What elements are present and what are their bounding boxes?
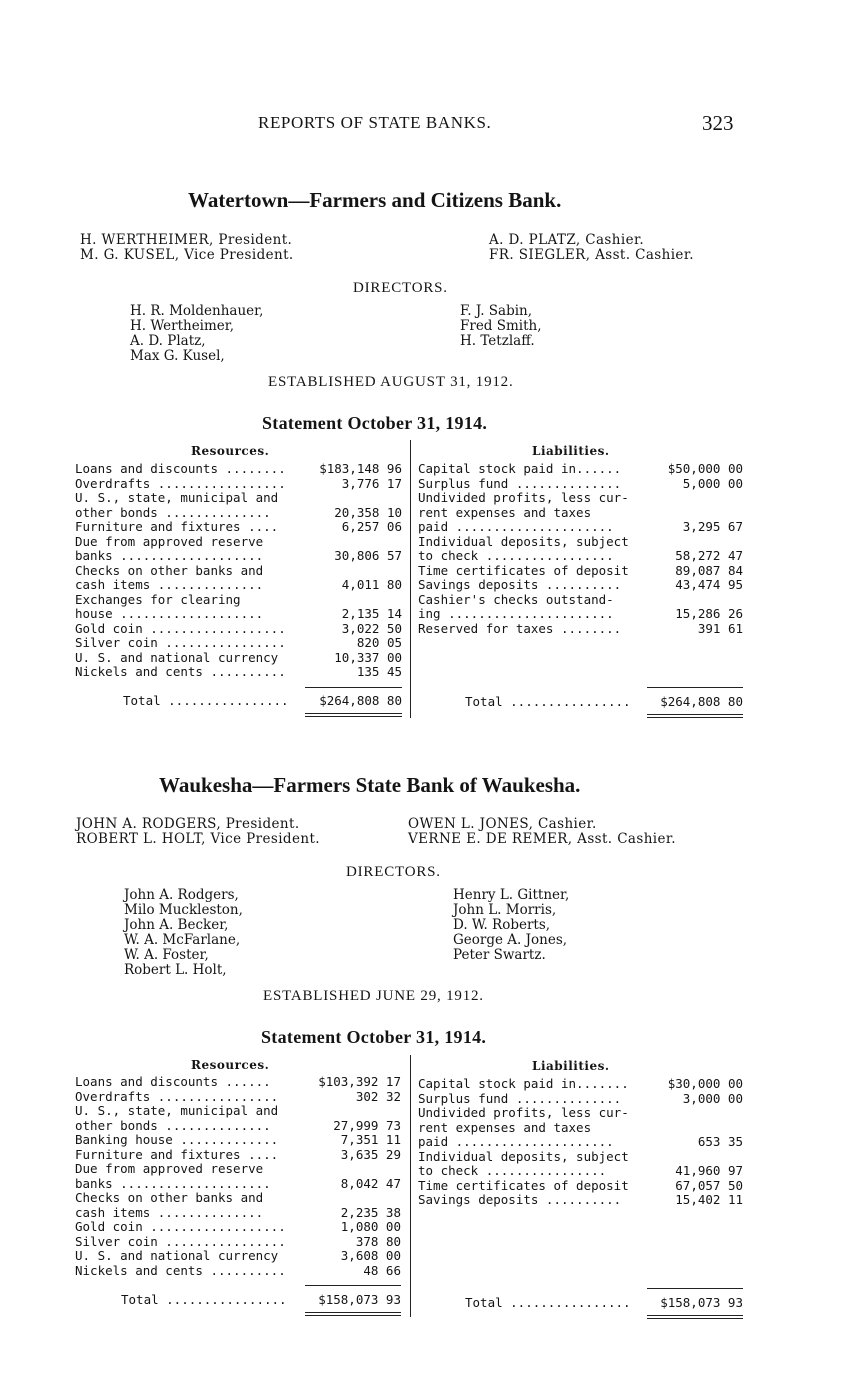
line-item: U. S., state, municipal and — [75, 1103, 279, 1118]
officers-left — [80, 233, 294, 263]
directors-right — [460, 304, 542, 349]
line-item: Furniture and fixtures .... 6,257 06 — [75, 519, 402, 534]
page-number: 323 — [702, 111, 734, 135]
resources-total: $264,808 80 — [319, 693, 402, 708]
line-item: U. S. and national currency 3,608 00 — [75, 1248, 401, 1263]
line-item: Exchanges for clearing — [75, 591, 241, 607]
officer: M. G. KUSEL, Vice President. — [80, 247, 294, 263]
directors-left — [130, 304, 263, 364]
total-rule — [647, 687, 743, 688]
officer: A. D. PLATZ, Cashier. — [489, 232, 645, 248]
line-item: other bonds .............. 20,358 10 — [75, 504, 402, 520]
liabilities-total: $264,808 80 — [660, 694, 743, 709]
line-item: Due from approved reserve — [75, 1161, 264, 1176]
double-rule — [305, 1312, 401, 1313]
resources-total-label: Total ................ — [123, 693, 289, 708]
double-rule — [647, 717, 743, 718]
liabilities-heading: Liabilities. — [532, 1059, 610, 1073]
director: D. W. Roberts, — [453, 917, 551, 933]
line-item: Savings deposits .......... 15,402 11 — [418, 1192, 743, 1207]
director: H. Tetzlaff. — [460, 333, 535, 349]
total-rule — [647, 1288, 743, 1289]
bank-title: Waukesha—Farmers State Bank of Waukesha. — [159, 773, 581, 797]
director: Fred Smith, — [460, 318, 542, 334]
director: George A. Jones, — [453, 932, 568, 948]
directors-left — [124, 888, 243, 978]
line-item: Nickels and cents .......... 48 66 — [75, 1262, 401, 1278]
line-item: Time certificates of deposit 67,057 50 — [418, 1177, 743, 1193]
double-rule — [305, 713, 402, 714]
double-rule — [647, 714, 743, 715]
line-item: Surplus fund .............. 5,000 00 — [418, 475, 743, 491]
line-item: Overdrafts ................. 3,776 17 — [75, 475, 402, 491]
line-item: Undivided profits, less cur- — [418, 490, 629, 505]
director: A. D. Platz, — [130, 333, 206, 349]
line-item: Savings deposits .......... 43,474 95 — [418, 577, 743, 592]
officer: VERNE E. DE REMER, Asst. Cashier. — [408, 831, 676, 847]
line-item: rent expenses and taxes — [418, 504, 592, 520]
director: John L. Morris, — [453, 902, 557, 918]
resources-list — [75, 1075, 401, 1278]
officers-right — [408, 817, 676, 847]
director: Max G. Kusel, — [130, 348, 225, 364]
resources-total-label: Total ................ — [121, 1292, 287, 1307]
line-item: Reserved for taxes ........ 391 61 — [418, 620, 743, 636]
line-item: Loans and discounts ........ $183,148 96 — [75, 461, 402, 476]
director: Robert L. Holt, — [124, 962, 227, 978]
officers-left — [76, 817, 320, 847]
line-item: Cashier's checks outstand- — [418, 591, 614, 607]
officer: ROBERT L. HOLT, Vice President. — [76, 831, 320, 847]
line-item: Undivided profits, less cur- — [418, 1105, 629, 1120]
officer: JOHN A. RODGERS, President. — [76, 816, 300, 832]
resources-heading: Resources. — [191, 1058, 270, 1072]
director: W. A. Foster, — [124, 947, 209, 963]
director: H. R. Moldenhauer, — [130, 303, 264, 319]
directors-right — [453, 888, 569, 963]
director: W. A. McFarlane, — [124, 932, 241, 948]
line-item: Time certificates of deposit 89,087 84 — [418, 562, 743, 578]
line-item: U. S. and national currency 10,337 00 — [75, 649, 402, 665]
liabilities-list — [418, 462, 743, 636]
statement-heading: Statement October 31, 1914. — [262, 413, 488, 433]
line-item: Gold coin .................. 3,022 50 — [75, 620, 402, 636]
officer: H. WERTHEIMER, President. — [80, 232, 293, 248]
director: John A. Becker, — [124, 917, 229, 933]
liabilities-total: $158,073 93 — [660, 1295, 743, 1310]
resources-heading: Resources. — [191, 444, 270, 458]
line-item: banks .................... 8,042 47 — [75, 1175, 401, 1191]
line-item: ing ...................... 15,286 26 — [418, 606, 743, 621]
line-item: Individual deposits, subject — [418, 533, 629, 549]
liabilities-list — [418, 1077, 743, 1208]
line-item: Checks on other banks and — [75, 562, 264, 578]
line-item: Checks on other banks and — [75, 1190, 264, 1205]
line-item: Overdrafts ................ 302 32 — [75, 1088, 401, 1104]
line-item: house ................... 2,135 14 — [75, 606, 402, 621]
line-item: Surplus fund .............. 3,000 00 — [418, 1090, 743, 1106]
line-item: Gold coin .................. 1,080 00 — [75, 1219, 401, 1234]
line-item: banks ................... 30,806 57 — [75, 548, 402, 563]
column-divider — [410, 440, 411, 718]
double-rule — [647, 1318, 743, 1319]
line-item: cash items .............. 4,011 80 — [75, 577, 402, 592]
liabilities-total-label: Total ................ — [465, 1295, 631, 1310]
director: Milo Muckleston, — [124, 902, 243, 918]
line-item: Capital stock paid in...... $50,000 00 — [418, 461, 743, 476]
bank-title: Watertown—Farmers and Citizens Bank. — [188, 188, 562, 212]
line-item: Loans and discounts ...... $103,392 17 — [75, 1074, 401, 1089]
line-item: Silver coin ................ 378 80 — [75, 1233, 401, 1249]
director: H. Wertheimer, — [130, 318, 235, 334]
line-item: Due from approved reserve — [75, 533, 264, 549]
liabilities-heading: Liabilities. — [532, 444, 610, 458]
line-item: paid ..................... 653 35 — [418, 1134, 743, 1149]
resources-total: $158,073 93 — [318, 1292, 401, 1307]
line-item: Capital stock paid in....... $30,000 00 — [418, 1076, 743, 1091]
total-rule — [305, 687, 402, 688]
officers-right — [489, 233, 694, 263]
director: F. J. Sabin, — [460, 303, 533, 319]
line-item: U. S., state, municipal and — [75, 490, 279, 505]
line-item: cash items .............. 2,235 38 — [75, 1204, 401, 1220]
line-item: other bonds .............. 27,999 73 — [75, 1117, 401, 1133]
double-rule — [647, 1315, 743, 1316]
statement-heading: Statement October 31, 1914. — [261, 1027, 487, 1047]
line-item: Silver coin ................ 820 05 — [75, 635, 402, 650]
directors-heading: DIRECTORS. — [353, 280, 448, 296]
line-item: Nickels and cents .......... 135 45 — [75, 664, 402, 679]
established-date: ESTABLISHED JUNE 29, 1912. — [263, 988, 484, 1004]
double-rule — [305, 1315, 401, 1316]
liabilities-total-label: Total ................ — [465, 694, 631, 709]
director: Henry L. Gittner, — [453, 887, 570, 903]
column-divider — [410, 1055, 411, 1317]
resources-list — [75, 462, 402, 680]
line-item: rent expenses and taxes — [418, 1119, 592, 1135]
double-rule — [305, 716, 402, 717]
total-rule — [305, 1285, 401, 1286]
directors-heading: DIRECTORS. — [346, 864, 441, 880]
line-item: to check ................ 41,960 97 — [418, 1163, 743, 1178]
officer: FR. SIEGLER, Asst. Cashier. — [489, 247, 694, 263]
line-item: paid ..................... 3,295 67 — [418, 519, 743, 534]
director: Peter Swartz. — [453, 947, 546, 963]
line-item: to check ................. 58,272 47 — [418, 548, 743, 563]
line-item: Furniture and fixtures .... 3,635 29 — [75, 1146, 401, 1162]
officer: OWEN L. JONES, Cashier. — [408, 816, 597, 832]
running-title: REPORTS OF STATE BANKS. — [258, 113, 492, 132]
line-item: Banking house ............. 7,351 11 — [75, 1132, 401, 1147]
established-date: ESTABLISHED AUGUST 31, 1912. — [268, 374, 514, 390]
line-item: Individual deposits, subject — [418, 1148, 629, 1164]
director: John A. Rodgers, — [124, 887, 239, 903]
